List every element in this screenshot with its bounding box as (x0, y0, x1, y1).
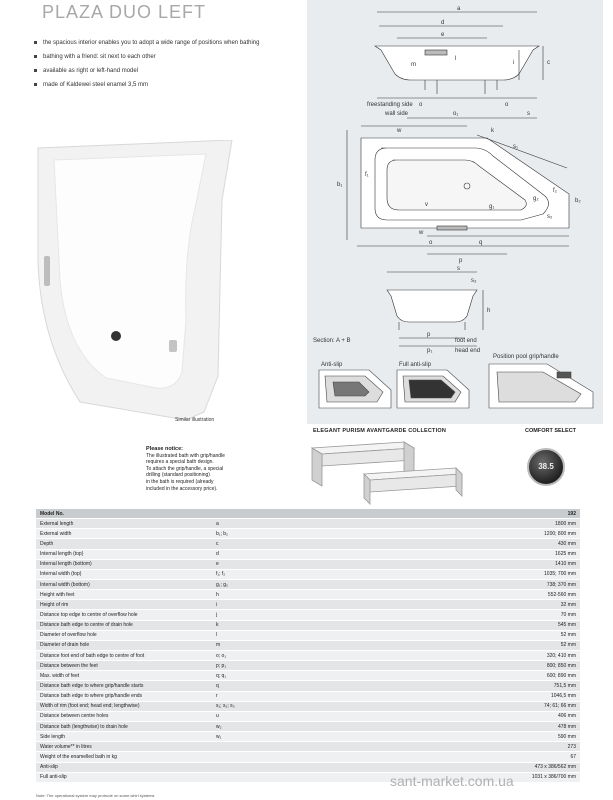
table-row (36, 630, 580, 640)
spec-symbol (212, 762, 470, 772)
spec-symbol: w₂ (212, 721, 470, 731)
dim-label: s (527, 111, 530, 117)
section-caption: Section: A + B (313, 338, 351, 344)
spec-label: Diameter of overflow hole (36, 630, 212, 640)
spec-label: Diameter of drain hole (36, 640, 212, 650)
dim-label: a (457, 6, 461, 12)
spec-value: 52 mm (470, 630, 580, 640)
spec-label: Internal length (top) (36, 549, 212, 559)
panel-label: Anti-slip (321, 362, 343, 368)
plan-label: f₂ (553, 188, 557, 194)
comfort-heading: COMFORT SELECT (525, 428, 577, 434)
wall-side-label: wall side (385, 111, 409, 117)
spec-label: External width (36, 529, 212, 539)
foot-end-label: foot end (455, 338, 477, 344)
bathtub-illustration (36, 140, 251, 420)
spec-symbol: i (212, 600, 470, 610)
plan-view (347, 126, 569, 254)
table-row (36, 590, 580, 600)
notice-line: in the bath is required (already (146, 478, 214, 485)
spec-label: Distance between centre holes (36, 711, 212, 721)
dim-label: c (547, 60, 550, 66)
spec-label: Model No. (36, 509, 212, 519)
plan-label: s₂ (547, 214, 553, 220)
notice-heading: Please notice: (146, 446, 183, 452)
spec-label: Water volume** in litres (36, 742, 212, 752)
dim-label: l (455, 56, 457, 62)
table-row (36, 650, 580, 660)
spec-symbol: s₁; s₂; s₃ (212, 701, 470, 711)
dim-label: e (441, 32, 445, 38)
spec-value: 1031 x 386/700 mm (470, 772, 580, 782)
spec-label: Weight of the enamelled bath in kg (36, 752, 212, 762)
spec-symbol: c (212, 539, 470, 549)
spec-label: Distance bath edge to centre of drain hole (36, 620, 212, 630)
freestanding-side-label: freestanding side (367, 102, 413, 108)
table-row (36, 539, 580, 549)
section-view (387, 272, 483, 346)
badge-temperature: 38.5 (538, 462, 554, 471)
plan-label: w (419, 230, 424, 236)
plan-label: k (491, 128, 494, 134)
spec-symbol: p; p₁ (212, 661, 470, 671)
dim-label: i (513, 60, 515, 66)
spec-value: 552-560 mm (470, 590, 580, 600)
spec-value: 600; 890 mm (470, 671, 580, 681)
bath-photo (36, 140, 251, 420)
table-row (36, 681, 580, 691)
spec-symbol: q (212, 681, 470, 691)
spec-symbol: e (212, 559, 470, 569)
panel-label: Position pool grip/handle (493, 354, 559, 360)
full-anti-slip-thumbnail (397, 370, 469, 408)
table-row (36, 519, 580, 529)
spec-label: Side length (36, 732, 212, 742)
spec-label: Height with feet (36, 590, 212, 600)
plan-label: b₁ (337, 182, 343, 188)
spec-label: Internal width (bottom) (36, 579, 212, 589)
dim-label: o (419, 102, 423, 108)
spec-label: Internal length (bottom) (36, 559, 212, 569)
notice-line: The illustrated bath with grip/handle (146, 452, 225, 459)
spec-value: 590 mm (470, 732, 580, 742)
spec-label: Distance foot end of bath edge to centre of foot (36, 650, 212, 660)
spec-value: 478 mm (470, 721, 580, 731)
spec-value: 70 mm (470, 610, 580, 620)
notice-line: requires a special bath design. (146, 459, 214, 466)
spec-symbol: m (212, 640, 470, 650)
plan-label: q (479, 240, 483, 246)
spec-value: 406 mm (470, 711, 580, 721)
dim-label: d (441, 20, 445, 26)
table-row (36, 711, 580, 721)
spec-label: Distance bath edge to where grip/handle ends (36, 691, 212, 701)
spec-symbol: l (212, 630, 470, 640)
section-label: p₁ (427, 348, 433, 354)
spec-value: 1046,5 mm (470, 691, 580, 701)
dim-label: o₁ (453, 111, 459, 117)
spec-label: Height of rim (36, 600, 212, 610)
spec-symbol: k (212, 620, 470, 630)
spec-label: Max. width of feet (36, 671, 212, 681)
spec-value: 473 x 386/562 mm (470, 762, 580, 772)
grip-handle-illustration (306, 434, 466, 506)
spec-value: 751,5 mm (470, 681, 580, 691)
table-row (36, 529, 580, 539)
plan-label: b₂ (575, 198, 581, 204)
spec-symbol (212, 509, 470, 519)
spec-symbol: d (212, 549, 470, 559)
plan-label: o (429, 240, 433, 246)
spec-label: Distance between the feet (36, 661, 212, 671)
spec-symbol: u (212, 711, 470, 721)
table-row (36, 620, 580, 630)
table-row (36, 610, 580, 620)
section-label: s₃ (471, 278, 477, 284)
spec-symbol: g₁; g₂ (212, 579, 470, 589)
spec-value: 545 mm (470, 620, 580, 630)
spec-symbol: a (212, 519, 470, 529)
specification-table (36, 509, 580, 783)
spec-label: Internal width (top) (36, 569, 212, 579)
spec-symbol (212, 742, 470, 752)
spec-value: 273 (470, 742, 580, 752)
plan-label: v (425, 202, 428, 208)
table-row (36, 579, 580, 589)
spec-label: Full anti-slip (36, 772, 212, 782)
table-row (36, 742, 580, 752)
section-label: p (427, 332, 431, 338)
table-row (36, 569, 580, 579)
dim-label: m (411, 62, 416, 68)
spec-value: 1035; 700 mm (470, 569, 580, 579)
feature-item: made of Kaldewei steel enamel 3,5 mm (34, 78, 259, 92)
spec-label: Distance bath edge to where grip/handle starts (36, 681, 212, 691)
spec-value: 430 mm (470, 539, 580, 549)
notice-line: included in the accessory price). (146, 485, 218, 492)
plan-label: g₁ (489, 204, 495, 210)
notice-block (146, 446, 266, 492)
collection-heading: ELEGANT PURISM AVANTGARDE COLLECTION (313, 428, 446, 434)
spec-value: 1625 mm (470, 549, 580, 559)
spec-symbol: j (212, 610, 470, 620)
grip-position-thumbnail (489, 364, 593, 408)
table-row (36, 701, 580, 711)
feature-item: the spacious interior enables you to adopt a wide range of positions when bathing (34, 36, 259, 50)
feature-item: bathing with a friend: sit next to each other (34, 50, 259, 64)
plan-label: w (397, 128, 402, 134)
spec-label: Distance bath (lengthwise) to drain hole (36, 721, 212, 731)
notice-line: To attach the grip/handle, a special (146, 465, 224, 472)
page-title: PLAZA DUO LEFT (42, 2, 207, 22)
feature-item: available as right or left-hand model (34, 64, 259, 78)
dim-label: o (505, 102, 509, 108)
head-end-label: head end (455, 348, 481, 354)
footnote: Note: The operational system may protrude on some whirl systems (36, 793, 155, 798)
photo-caption: Similar illustration (175, 417, 215, 423)
table-row (36, 752, 580, 762)
spec-value: 67 (470, 752, 580, 762)
spec-label: Anti-slip (36, 762, 212, 772)
panel-label: Full anti-slip (399, 362, 432, 368)
spec-value: 800; 850 mm (470, 661, 580, 671)
spec-value: 74; 61; 66 mm (470, 701, 580, 711)
spec-value: 32 mm (470, 600, 580, 610)
table-row (36, 762, 580, 772)
spec-symbol: w₁ (212, 732, 470, 742)
notice-line: drilling (standard positioning) (146, 472, 210, 479)
table-row (36, 549, 580, 559)
spec-label: Width of rim (foot end; head end; lengthwise) (36, 701, 212, 711)
table-row (36, 559, 580, 569)
table-row (36, 600, 580, 610)
spec-symbol: r (212, 691, 470, 701)
spec-label: External length (36, 519, 212, 529)
spec-value: 1800 mm (470, 519, 580, 529)
spec-label: Distance top edge to centre of overflow hole (36, 610, 212, 620)
technical-drawing-panel (307, 0, 603, 424)
plan-label: p (459, 258, 463, 264)
table-row (36, 640, 580, 650)
spec-value: 320; 410 mm (470, 650, 580, 660)
spec-symbol: o; o₁ (212, 650, 470, 660)
table-header-row (36, 509, 580, 519)
section-label: h (487, 308, 491, 314)
spec-symbol: f₁; f₂ (212, 569, 470, 579)
spec-value: 192 (470, 509, 580, 519)
table-row (36, 732, 580, 742)
spec-value: 738; 370 mm (470, 579, 580, 589)
anti-slip-thumbnail (319, 370, 391, 408)
feature-list (34, 36, 259, 92)
plan-label: f₁ (365, 172, 369, 178)
spec-symbol: h (212, 590, 470, 600)
spec-value: 1410 mm (470, 559, 580, 569)
table-row (36, 721, 580, 731)
section-label: s (457, 266, 460, 272)
spec-value: 1200; 800 mm (470, 529, 580, 539)
table-row (36, 671, 580, 681)
plan-label: s₁ (513, 144, 519, 150)
spec-label: Depth (36, 539, 212, 549)
spec-symbol: b₁; b₂ (212, 529, 470, 539)
plan-label: g₂ (533, 196, 539, 202)
technical-drawing (307, 0, 603, 424)
spec-symbol (212, 752, 470, 762)
table-row (36, 691, 580, 701)
spec-value: 52 mm (470, 640, 580, 650)
table-row (36, 661, 580, 671)
spec-symbol: q; q₁ (212, 671, 470, 681)
watermark: sant-market.com.ua (390, 773, 514, 789)
